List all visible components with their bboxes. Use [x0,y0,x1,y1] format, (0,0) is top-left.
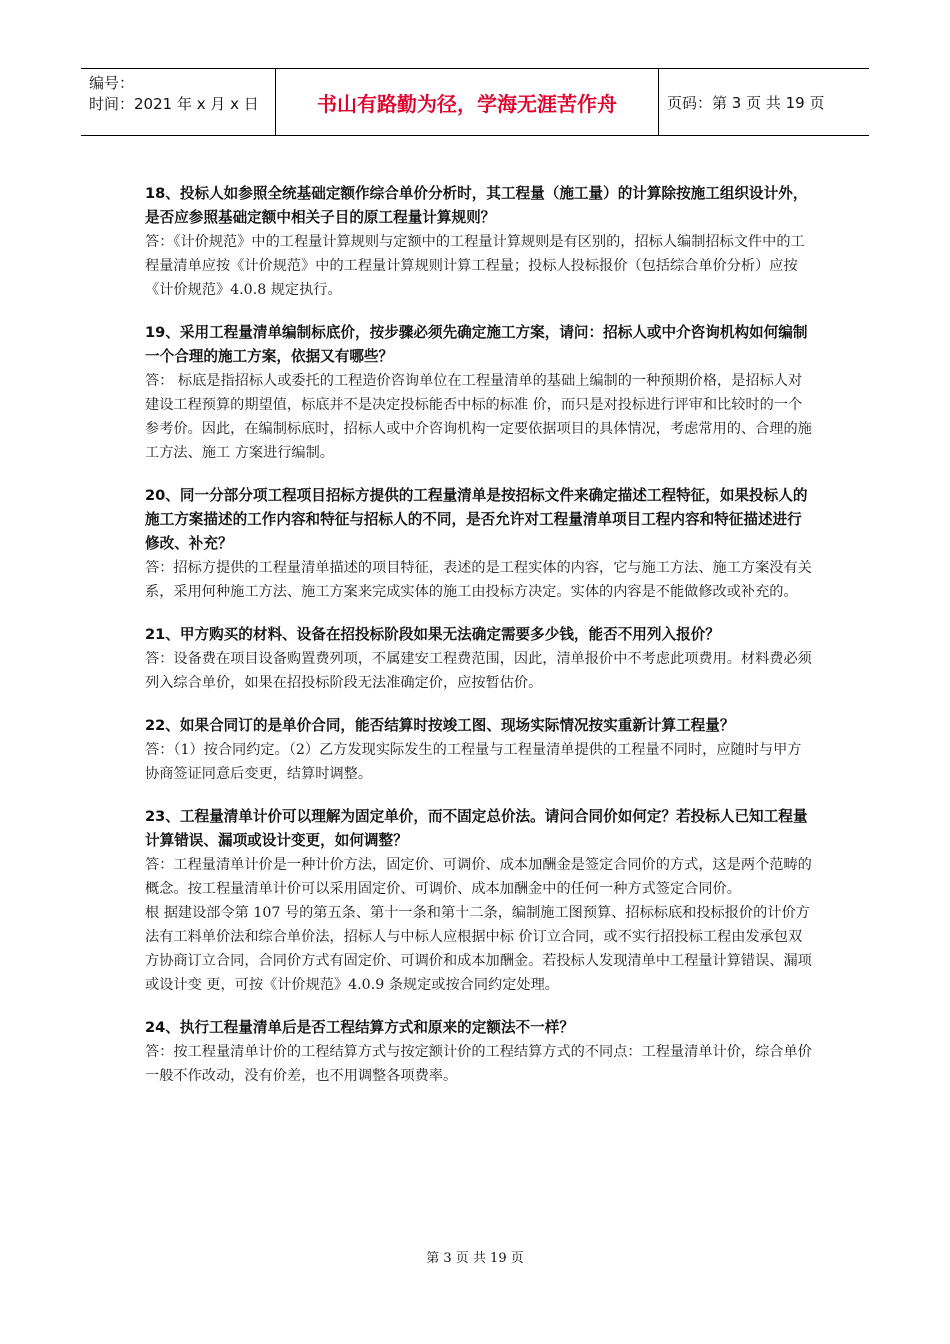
question-22: 22、如果合同订的是单价合同，能否结算时按竣工图、现场实际情况按实重新计算工程量？ [145,717,735,734]
question-18: 18、投标人如参照全统基础定额作综合单价分析时，其工程量（施工量）的计算除按施工组织设计外，是否应参照基础定额中相关子目的原工程量计算规则？ [145,185,808,226]
document-date: 时间：2021 年 x 月 x 日 [89,95,259,113]
header-meta [81,69,276,135]
header-page-number: 页码：第 3 页 共 19 页 [667,93,825,112]
page-footer: 第 3 页 共 19 页 [426,1251,524,1266]
answer-19: 答： 标底是指招标人或委托的工程造价咨询单位在工程量清单的基础上编制的一种预期价格，是招标人对建设工程预算的期望值，标底并不是决定投标能否中标的标准 价，而只是对投标进行评审和比较时的一个参考价。因此，在编制标底时，招标人或中介咨询机构一定要依据项目的具体情况，考虑常用的、合理的施工方法、施工 方案进行编制。 [145,373,812,461]
qa-item-18 [145,182,812,302]
qa-item-23 [145,805,812,997]
question-19: 19、采用工程量清单编制标底价，按步骤必须先确定施工方案，请问：招标人或中介咨询机构如何编制一个合理的施工方案，依据又有哪些？ [145,324,808,365]
qa-item-24 [145,1016,812,1088]
document-body [145,182,812,1107]
question-21: 21、甲方购买的材料、设备在招投标阶段如果无法确定需要多少钱，能否不用列入报价？ [145,626,720,643]
answer-23: 答：工程量清单计价是一种计价方法，固定价、可调价、成本加酬金是签定合同价的方式，这是两个范畴的概念。按工程量清单计价可以采用固定价、可调价、成本加酬金中的任何一种方式签定合同价。 [145,857,812,897]
page-header [81,68,869,136]
header-motto: 书山有路勤为径，学海无涯苦作舟 [276,69,659,135]
document-id-label: 编号： [89,74,135,92]
question-23: 23、工程量清单计价可以理解为固定单价，而不固定总价法。请问合同价如何定？若投标人已知工程量计算错误、漏项或设计变更，如何调整？ [145,808,808,849]
qa-item-22 [145,714,812,786]
answer-24: 答：按工程量清单计价的工程结算方式与按定额计价的工程结算方式的不同点：工程量清单计价，综合单价一般不作改动，没有价差，也不用调整各项费率。 [145,1044,812,1084]
qa-item-21 [145,623,812,695]
qa-item-19 [145,321,812,465]
answer-18: 答：《计价规范》中的工程量计算规则与定额中的工程量计算规则是有区别的，招标人编制招标文件中的工程量清单应按《计价规范》中的工程量计算规则计算工程量；投标人投标报价（包括综合单价分析）应按《计价规范》4.0.8 规定执行。 [145,234,805,298]
qa-item-20 [145,484,812,604]
answer-22: 答：（1）按合同约定。（2）乙方发现实际发生的工程量与工程量清单提供的工程量不同时，应随时与甲方协商签证同意后变更，结算时调整。 [145,742,802,782]
answer-23-continued: 根 据建设部令第 107 号的第五条、第十一条和第十二条，编制施工图预算、招标标底和投标报价的计价方法有工料单价法和综合单价法，招标人与中标人应根据中标 价订立合同，或不实行招投标工程由发承包双方协商订立合同，合同价方式有固定价、可调价和成本加酬金。若投标人发现清单中工程量计算错误、漏项或设计变 更，可按《计价规范》4.0.9 条规定或按合同约定处理。 [145,905,812,993]
question-20: 20、同一分部分项工程项目招标方提供的工程量清单是按招标文件来确定描述工程特征，如果投标人的施工方案描述的工作内容和特征与招标人的不同，是否允许对工程量清单项目工程内容和特征描述进行修改、补充？ [145,487,808,552]
question-24: 24、执行工程量清单后是否工程结算方式和原来的定额法不一样？ [145,1019,574,1036]
answer-20: 答：招标方提供的工程量清单描述的项目特征，表述的是工程实体的内容，它与施工方法、施工方案没有关系，采用何种施工方法、施工方案来完成实体的施工由投标方决定。实体的内容是不能做修改或补充的。 [145,560,812,600]
answer-21: 答：设备费在项目设备购置费列项，不属建安工程费范围，因此，清单报价中不考虑此项费用。材料费必须列入综合单价，如果在招投标阶段无法准确定价，应按暂估价。 [145,651,812,691]
